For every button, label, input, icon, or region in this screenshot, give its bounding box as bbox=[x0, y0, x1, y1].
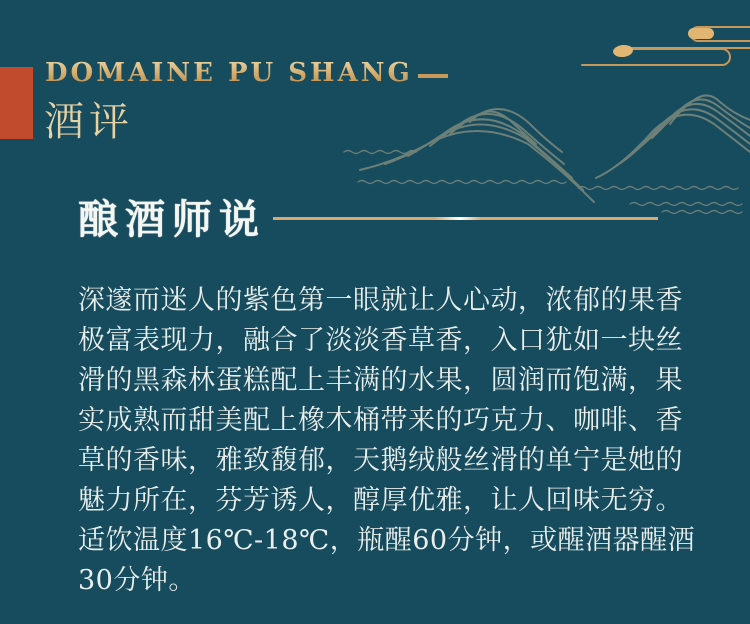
review-line: 实成熟而甜美配上橡木桶带来的巧克力、咖啡、香 bbox=[78, 405, 683, 436]
review-line: 魅力所在，芬芳诱人，醇厚优雅，让人回味无穷。 bbox=[78, 485, 683, 516]
review-line: 深邃而迷人的紫色第一眼就让人心动，浓郁的果香 bbox=[78, 285, 683, 316]
brand-accent-block bbox=[0, 67, 33, 139]
review-line: 30分钟。 bbox=[78, 565, 196, 596]
section-heading: 酿酒师说 bbox=[78, 196, 266, 243]
review-line: 滑的黑森林蛋糕配上丰满的水果，圆润而饱满，果 bbox=[78, 365, 683, 396]
cloud-icon bbox=[582, 27, 750, 65]
section-divider-line bbox=[273, 217, 658, 220]
review-line: 草的香味，雅致馥郁，天鹅绒般丝滑的单宁是她的 bbox=[78, 445, 683, 476]
cloud-head-icon bbox=[612, 28, 714, 58]
brand-dash bbox=[418, 74, 448, 78]
wave-icon bbox=[344, 151, 742, 214]
review-line: 极富表现力，融合了淡淡香草香，入口犹如一块丝 bbox=[78, 325, 683, 356]
decor-art bbox=[330, 18, 750, 218]
review-line: 适饮温度16℃-18℃，瓶醒60分钟，或醒酒器醒酒 bbox=[78, 525, 696, 556]
review-paragraph bbox=[78, 281, 696, 601]
page-title: 酒评 bbox=[44, 99, 134, 145]
mountain-icon bbox=[360, 95, 750, 202]
brand-name: DOMAINE PU SHANG bbox=[45, 58, 413, 88]
